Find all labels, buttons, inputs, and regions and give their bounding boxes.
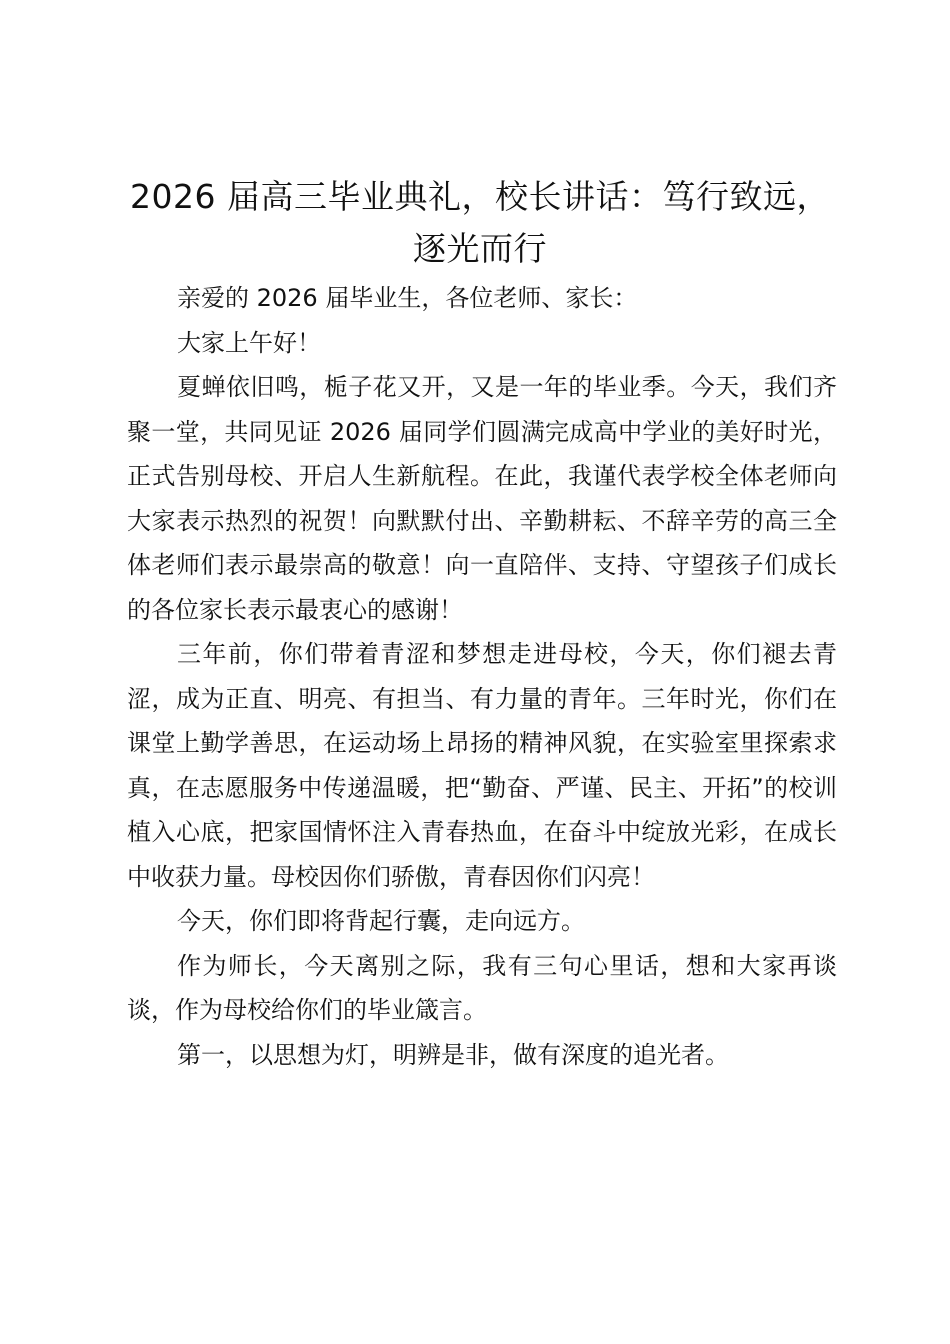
document-title: 2026 届高三毕业典礼，校长讲话：笃行致远，逐光而行: [130, 177, 830, 268]
body-paragraph: 三年前，你们带着青涩和梦想走进母校，今天，你们褪去青涩，成为正直、明亮、有担当、有力量的青年。三年时光，你们在课堂上勤学善思，在运动场上昂扬的精神风貌，在实验室里探索求真，在志愿服务中传递温暖，把“勤奋、严谨、民主、开拓”的校训植入心底，把家国情怀注入青春热血，在奋斗中绽放光彩，在成长中收获力量。母校因你们骄傲，青春因你们闪亮！: [127, 640, 837, 891]
body-paragraph: 夏蝉依旧鸣，栀子花又开，又是一年的毕业季。今天，我们齐聚一堂，共同见证 2026 届同学们圆满完成高中学业的美好时光，正式告别母校、开启人生新航程。在此，我谨代表学校全体老师向大家表示热烈的祝贺！向默默付出、辛勤耕耘、不辞辛劳的高三全体老师们表示最崇高的敬意！向一直陪伴、支持、守望孩子们成长的各位家长表示最衷心的感谢！: [127, 373, 837, 624]
salutation-paragraph: 大家上午好！: [177, 328, 321, 357]
body-paragraph: 今天，你们即将背起行囊，走向远方。: [177, 907, 585, 935]
body-paragraph: 第一，以思想为灯，明辨是非，做有深度的追光者。: [177, 1040, 729, 1069]
greeting-paragraph: 亲爱的 2026 届毕业生，各位老师、家长：: [177, 284, 638, 312]
body-paragraph: 作为师长，今天离别之际，我有三句心里话，想和大家再谈谈，作为母校给你们的毕业箴言。: [127, 951, 837, 1024]
document-body: [127, 276, 837, 1077]
